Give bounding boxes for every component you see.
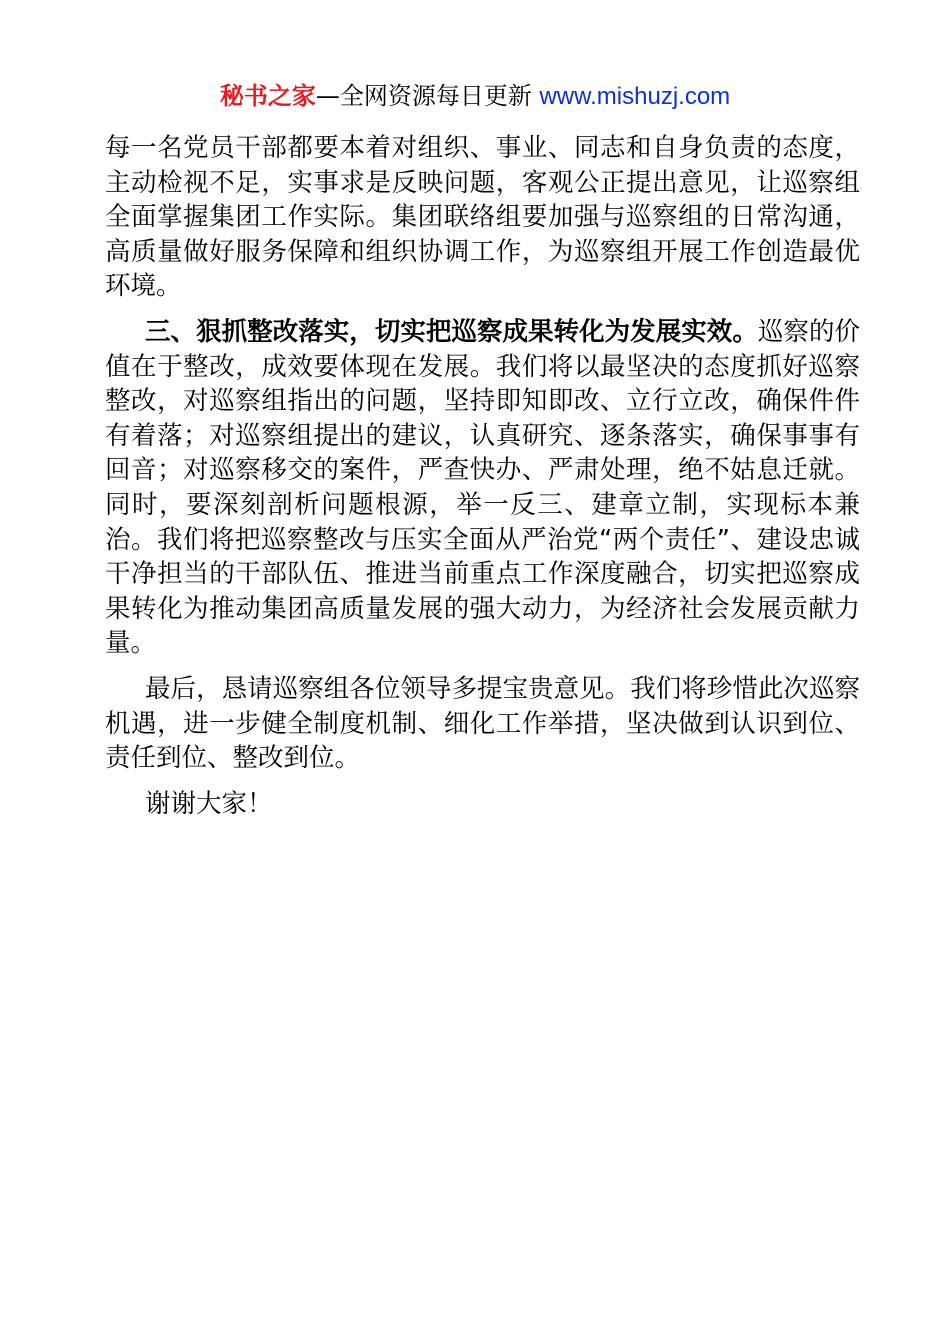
paragraph-continuation: 每一名党员干部都要本着对组织、事业、同志和自身负责的态度，主动检视不足，实事求是反映问题，客观公正提出意见，让巡察组全面掌握集团工作实际。集团联络组要加强与巡察组的日常沟通，高质量做好服务保障和组织协调工作，为巡察组开展工作创造最优环境。 [105,133,860,302]
document-body [105,131,860,832]
website-link[interactable]: www.mishuzj.com [539,83,731,110]
section-heading: 三、狠抓整改落实，切实把巡察成果转化为发展实效。 [145,316,758,347]
brand-name: 秘书之家 [219,82,316,110]
header-slogan: —全网资源每日更新 [315,82,532,110]
page-header [0,80,950,113]
paragraph-thanks: 谢谢大家！ [145,788,273,819]
paragraph-section-three [105,315,860,661]
paragraph-closing: 最后，恳请巡察组各位领导多提宝贵意见。我们将珍惜此次巡察机遇，进一步健全制度机制、细化工作举措，坚决做到认识到位、责任到位、整改到位。 [105,673,860,774]
section-body: 巡察的价值在于整改，成效要体现在发展。我们将以最坚决的态度抓好巡察整改，对巡察组指出的问题，坚持即知即改、立行立改，确保件件有着落；对巡察组提出的建议，认真研究、逐条落实，确保事事有回音；对巡察移交的案件，严查快办、严肃处理，绝不姑息迁就。同时，要深刻剖析问题根源，举一反三、建章立制，实现标本兼治。我们将把巡察整改与压实全面从严治党“两个责任”、建设忠诚干净担当的干部队伍、推进当前重点工作深度融合，切实把巡察成果转化为推动集团高质量发展的强大动力，为经济社会发展贡献力量。 [105,316,860,659]
